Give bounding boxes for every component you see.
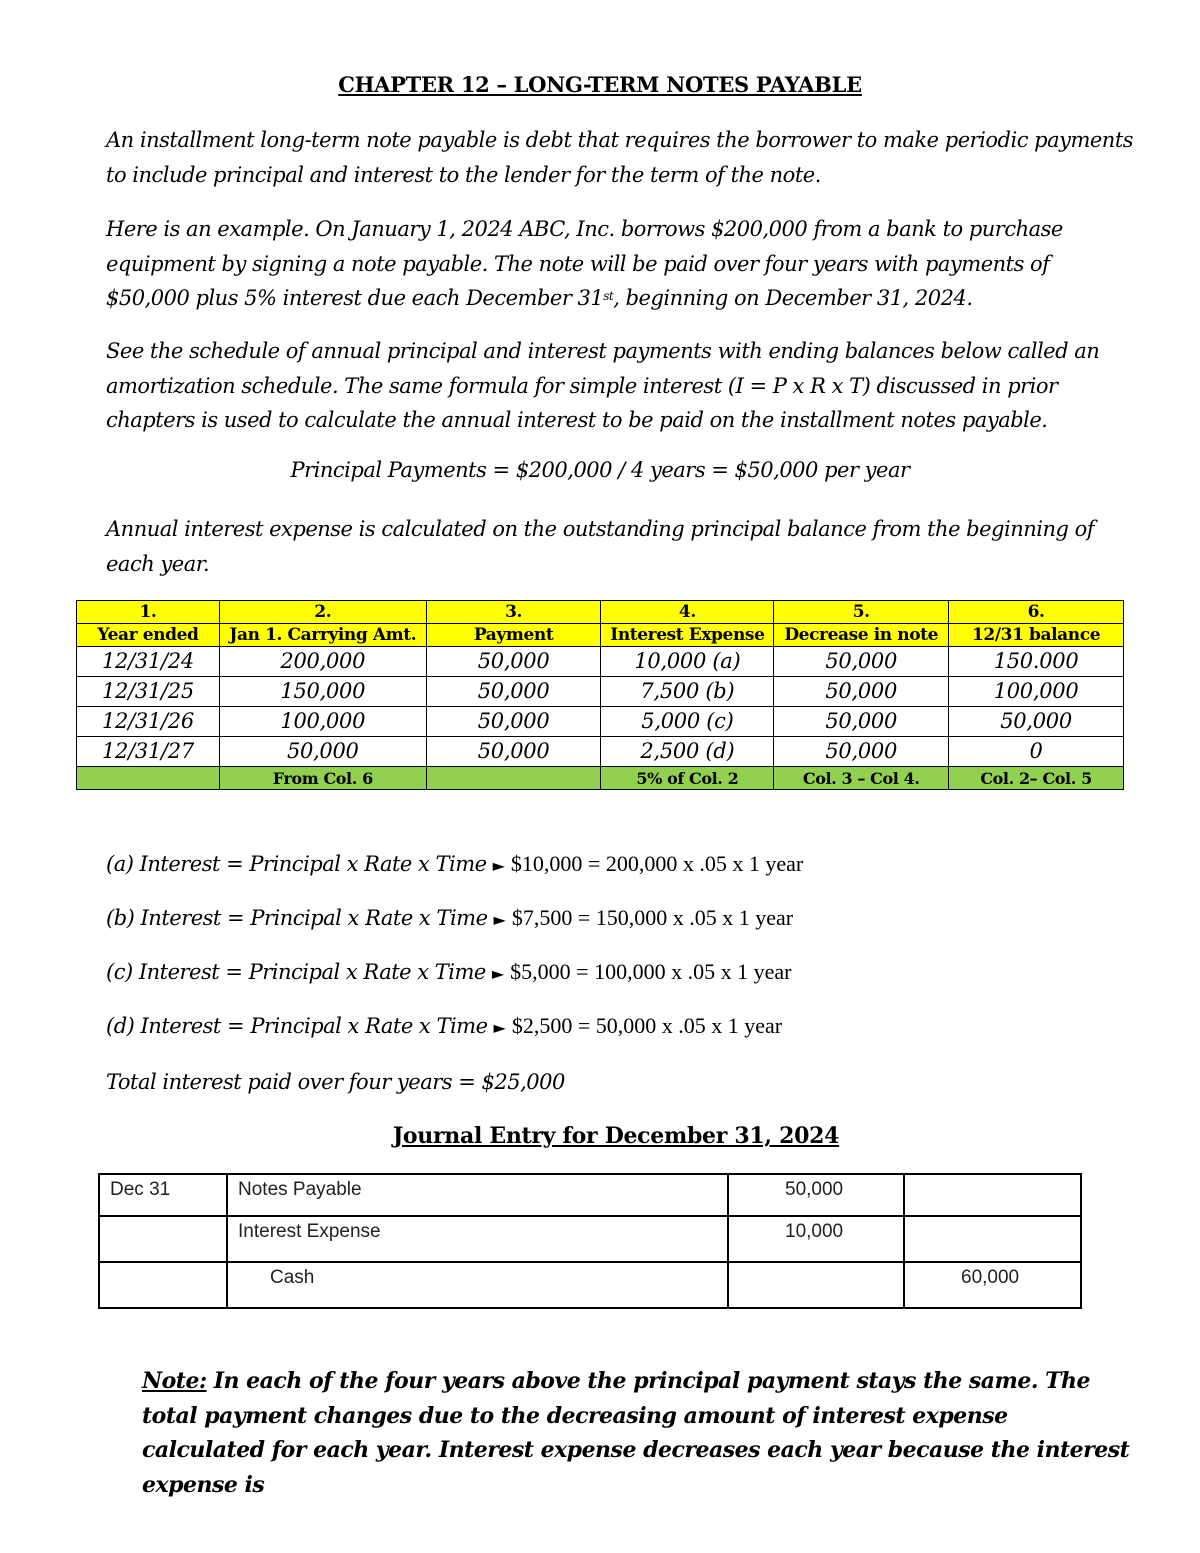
arrow-icon: ► xyxy=(493,1018,506,1037)
journal-title: Journal Entry for December 31, 2024 xyxy=(392,1123,840,1149)
footer-cell: From Col. 6 xyxy=(219,767,426,790)
example-text-end: , beginning on December 31, 2024. xyxy=(613,286,973,310)
formula-line-b xyxy=(106,905,793,931)
formula-line-a xyxy=(106,851,803,877)
formula-line-c xyxy=(106,959,791,985)
formula-result: $7,500 = 150,000 x .05 x 1 year xyxy=(511,905,794,930)
column-number: 4. xyxy=(601,601,774,624)
journal-debit: 50,000 xyxy=(728,1174,904,1216)
table-row xyxy=(77,737,1124,767)
note-label: Note: xyxy=(142,1368,207,1394)
table-cell: 12/31/25 xyxy=(77,677,220,707)
example-paragraph xyxy=(106,212,1136,316)
table-number-row xyxy=(77,601,1124,624)
formula-result: $2,500 = 50,000 x .05 x 1 year xyxy=(511,1013,783,1038)
table-cell: 50,000 xyxy=(426,707,601,737)
table-cell: 50,000 xyxy=(426,647,601,677)
table-cell: 50,000 xyxy=(426,737,601,767)
journal-credit xyxy=(904,1216,1081,1262)
journal-row xyxy=(99,1216,1081,1262)
table-cell: 12/31/27 xyxy=(77,737,220,767)
column-header: Jan 1. Carrying Amt. xyxy=(219,624,426,647)
table-cell: 2,500 (d) xyxy=(601,737,774,767)
table-cell: 50,000 xyxy=(219,737,426,767)
column-header: Payment xyxy=(426,624,601,647)
journal-date xyxy=(99,1216,227,1262)
table-cell: 0 xyxy=(949,737,1124,767)
column-number: 1. xyxy=(77,601,220,624)
table-cell: 12/31/26 xyxy=(77,707,220,737)
table-cell: 7,500 (b) xyxy=(601,677,774,707)
formula-line-d xyxy=(106,1013,782,1039)
journal-row xyxy=(99,1262,1081,1308)
schedule-paragraph: See the schedule of annual principal and interest payments with ending balances below called an amortization schedule. The same formula for simple interest (I = P x R x T) discussed in prior chapters is used to calculate the annual interest to be paid on the installment notes payable. xyxy=(106,339,1100,432)
arrow-icon: ► xyxy=(491,964,505,983)
column-number: 5. xyxy=(774,601,949,624)
table-cell: 200,000 xyxy=(219,647,426,677)
amortization-table xyxy=(76,600,1124,790)
journal-debit xyxy=(728,1262,904,1308)
page-title: CHAPTER 12 – LONG-TERM NOTES PAYABLE xyxy=(338,72,862,97)
table-cell: 50,000 xyxy=(774,677,949,707)
footer-cell: Col. 3 – Col 4. xyxy=(774,767,949,790)
table-cell: 50,000 xyxy=(774,737,949,767)
column-header: Year ended xyxy=(77,624,220,647)
table-row xyxy=(77,647,1124,677)
table-cell: 50,000 xyxy=(426,677,601,707)
column-number: 3. xyxy=(426,601,601,624)
column-number: 2. xyxy=(219,601,426,624)
table-cell: 100,000 xyxy=(949,677,1124,707)
arrow-icon: ► xyxy=(493,910,506,929)
column-header: Decrease in note xyxy=(774,624,949,647)
journal-debit: 10,000 xyxy=(728,1216,904,1262)
table-footer-row xyxy=(77,767,1124,790)
formula-result: $5,000 = 100,000 x .05 x 1 year xyxy=(510,959,792,984)
footer-cell xyxy=(426,767,601,790)
table-cell: 50,000 xyxy=(774,647,949,677)
journal-credit xyxy=(904,1174,1081,1216)
table-cell: 5,000 (c) xyxy=(601,707,774,737)
formula-result: $10,000 = 200,000 x .05 x 1 year xyxy=(510,851,804,876)
note-text: In each of the four years above the principal payment stays the same. The total payment changes due to the decreasing amount of interest expense calculated for each year. Interest expense decreases each year because the interest expense is xyxy=(142,1368,1130,1498)
formula-label: (d) Interest = Principal x Rate x Time xyxy=(106,1014,488,1038)
table-row xyxy=(77,707,1124,737)
footer-cell: 5% of Col. 2 xyxy=(601,767,774,790)
formula-label: (c) Interest = Principal x Rate x Time xyxy=(106,960,486,984)
formula-label: (a) Interest = Principal x Rate x Time xyxy=(106,852,487,876)
example-superscript: st xyxy=(603,289,614,303)
journal-account: Notes Payable xyxy=(227,1174,728,1216)
example-text: Here is an example. On January 1, 2024 ABC, Inc. borrows $200,000 from a bank to purchase equipment by signing a note payable. The note will be paid over four years with payments of $50,000 plus 5% interest due each December 31 xyxy=(106,217,1063,310)
table-cell: 100,000 xyxy=(219,707,426,737)
table-row xyxy=(77,677,1124,707)
journal-entry-table xyxy=(98,1173,1082,1309)
table-cell: 150,000 xyxy=(219,677,426,707)
table-header-row xyxy=(77,624,1124,647)
journal-date xyxy=(99,1262,227,1308)
column-header: 12/31 balance xyxy=(949,624,1124,647)
table-cell: 150.000 xyxy=(949,647,1124,677)
journal-credit: 60,000 xyxy=(904,1262,1081,1308)
journal-account: Cash xyxy=(227,1262,728,1308)
table-cell: 12/31/24 xyxy=(77,647,220,677)
column-number: 6. xyxy=(949,601,1124,624)
table-cell: 10,000 (a) xyxy=(601,647,774,677)
intro-paragraph: An installment long-term note payable is debt that requires the borrower to make periodic payments to include principal and interest to the lender for the term of the note. xyxy=(106,128,1134,187)
table-cell: 50,000 xyxy=(774,707,949,737)
table-cell: 50,000 xyxy=(949,707,1124,737)
interest-paragraph: Annual interest expense is calculated on the outstanding principal balance from the beginning of each year. xyxy=(106,517,1095,576)
journal-date: Dec 31 xyxy=(99,1174,227,1216)
total-interest: Total interest paid over four years = $25,000 xyxy=(106,1070,565,1094)
arrow-icon: ► xyxy=(492,856,505,875)
principal-formula: Principal Payments = $200,000 / 4 years = $50,000 per year xyxy=(290,458,910,482)
footer-cell: Col. 2– Col. 5 xyxy=(949,767,1124,790)
journal-account: Interest Expense xyxy=(227,1216,728,1262)
journal-row xyxy=(99,1174,1081,1216)
note-paragraph xyxy=(142,1364,1132,1502)
footer-cell xyxy=(77,767,220,790)
column-header: Interest Expense xyxy=(601,624,774,647)
formula-label: (b) Interest = Principal x Rate x Time xyxy=(106,906,488,930)
